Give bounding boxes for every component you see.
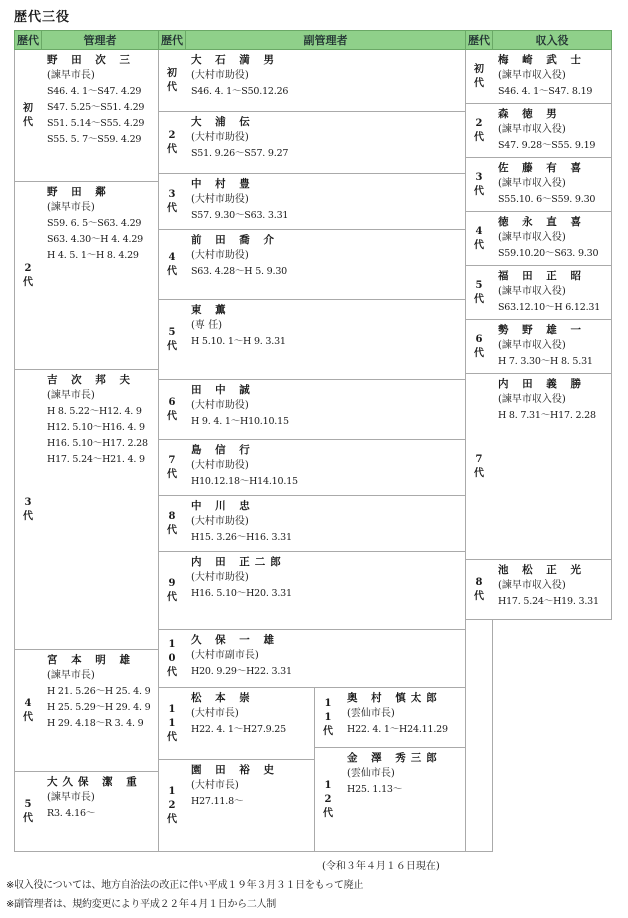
officer-name: 池 松 正 光: [498, 564, 586, 576]
generation-label: 4代: [167, 251, 177, 277]
term-of-office: H 5.10. 1〜H 9. 3.31: [191, 336, 286, 347]
generation-label: 5代: [474, 279, 484, 305]
generation-label: 5代: [167, 326, 177, 352]
generation-label: 11代: [167, 703, 177, 743]
officer-name: 中 川 忠: [191, 500, 255, 512]
officer-role: (大村市助役): [191, 400, 249, 411]
term-of-office: H16. 5.10〜H20. 3.31: [191, 588, 292, 599]
generation-cell: [158, 552, 186, 630]
officer-role: (大村市助役): [191, 132, 249, 143]
generation-label: 初代: [167, 67, 177, 93]
officer-name: 島 信 行: [191, 444, 255, 456]
term-of-office: H20. 9.29〜H22. 3.31: [191, 666, 292, 677]
generation-label: 7代: [167, 454, 177, 480]
term-of-office: H27.11.8〜: [191, 796, 244, 807]
generation-label: 初代: [23, 102, 33, 128]
officer-role: (大村市副市長): [191, 650, 259, 661]
term-of-office: H17. 5.24〜H21. 4. 9: [47, 454, 145, 465]
generation-label: 6代: [167, 396, 177, 422]
officer-role: (諫早市収入役): [498, 580, 566, 591]
officer-name: 内 田 正二郎: [191, 556, 286, 568]
officer-cell: [185, 496, 466, 552]
generation-label: 7代: [474, 453, 484, 479]
term-of-office: H22. 4. 1〜H27.9.25: [191, 724, 286, 735]
term-of-office: H 8. 7.31〜H17. 2.28: [498, 410, 596, 421]
generation-cell: [314, 748, 342, 852]
as-of-date: (令和３年４月１６日現在): [322, 861, 440, 872]
generation-cell: [158, 112, 186, 174]
officer-name: 園 田 裕 史: [191, 764, 279, 776]
generation-label: 初代: [474, 63, 484, 89]
header-gen-manager: 歴代: [14, 30, 42, 50]
officer-role: (諫早市収入役): [498, 124, 566, 135]
officer-name: 吉 次 邦 夫: [47, 374, 135, 386]
generation-label: 2代: [167, 129, 177, 155]
term-of-office: H 25. 5.29〜H 29. 4. 9: [47, 702, 151, 713]
generation-label: 4代: [474, 225, 484, 251]
term-of-office: S57. 9.30〜S63. 3.31: [191, 210, 289, 221]
officer-cell: [41, 50, 159, 182]
term-of-office: H 7. 3.30〜H 8. 5.31: [498, 356, 593, 367]
officer-name: 宮 本 明 雄: [47, 654, 135, 666]
term-of-office: S46. 4. 1〜S50.12.26: [191, 86, 289, 97]
generation-label: 2代: [23, 262, 33, 288]
officer-role: (大村市助役): [191, 70, 249, 81]
term-of-office: H15. 3.26〜H16. 3.31: [191, 532, 292, 543]
officer-name: 佐 藤 有 喜: [498, 162, 586, 174]
officer-name: 中 村 豊: [191, 178, 255, 190]
term-of-office: S47. 5.25〜S51. 4.29: [47, 102, 145, 113]
generation-cell: [158, 630, 186, 688]
officer-role: (諫早市収入役): [498, 70, 566, 81]
header-treasurer: 収入役: [492, 30, 612, 50]
officer-name: 金 澤 秀三郎: [347, 752, 442, 764]
term-of-office: S63. 4.30〜H 4. 4.29: [47, 234, 144, 245]
officer-name: 森 徳 男: [498, 108, 562, 120]
generation-label: 11代: [323, 697, 333, 737]
officer-cell: [185, 552, 466, 630]
term-of-office: H10.12.18〜H14.10.15: [191, 476, 298, 487]
officer-cell: [185, 760, 315, 852]
term-of-office: H 29. 4.18〜R 3. 4. 9: [47, 718, 144, 729]
header-vice-manager: 副管理者: [185, 30, 466, 50]
generation-cell: [465, 374, 493, 560]
officer-cell: [185, 300, 466, 380]
officer-role: (諫早市収入役): [498, 340, 566, 351]
term-of-office: S63. 4.28〜H 5. 9.30: [191, 266, 288, 277]
generation-cell: [14, 772, 42, 852]
generation-cell: [14, 650, 42, 772]
term-of-office: S46. 4. 1〜S47. 4.29: [47, 86, 142, 97]
generation-cell: [158, 300, 186, 380]
officer-cell: [41, 370, 159, 650]
officer-cell: [185, 112, 466, 174]
officer-name: 東 薫: [191, 304, 231, 316]
officer-role: (諫早市収入役): [498, 394, 566, 405]
generation-label: 3代: [23, 496, 33, 522]
officer-name: 久 保 一 雄: [191, 634, 279, 646]
header-gen-treasurer: 歴代: [465, 30, 493, 50]
officer-name: 奥 村 慎太郎: [347, 692, 442, 704]
officer-role: (大村市助役): [191, 516, 249, 527]
officer-cell: [185, 230, 466, 300]
officer-role: (大村市長): [191, 780, 239, 791]
officer-name: 福 田 正 昭: [498, 270, 586, 282]
officer-cell: [185, 688, 315, 760]
term-of-office: H22. 4. 1〜H24.11.29: [347, 724, 448, 735]
officer-name: 内 田 義 勝: [498, 378, 586, 390]
generation-cell: [465, 158, 493, 212]
officer-role: (大村市長): [191, 708, 239, 719]
generation-cell: [465, 560, 493, 620]
officer-role: (諫早市長): [47, 670, 95, 681]
generation-cell: [158, 230, 186, 300]
officer-cell: [492, 212, 612, 266]
term-of-office: S63.12.10〜H 6.12.31: [498, 302, 601, 313]
officer-name: 田 中 誠: [191, 384, 255, 396]
generation-label: 5代: [23, 798, 33, 824]
officer-name: 野 田 次 三: [47, 54, 135, 66]
generation-cell: [465, 266, 493, 320]
term-of-office: S59. 6. 5〜S63. 4.29: [47, 218, 142, 229]
generation-cell: [465, 212, 493, 266]
officer-role: (大村市助役): [191, 194, 249, 205]
officer-name: 大 石 満 男: [191, 54, 279, 66]
officer-cell: [492, 374, 612, 560]
officer-cell: [341, 688, 466, 748]
officer-role: (諫早市収入役): [498, 286, 566, 297]
officer-name: 前 田 喬 介: [191, 234, 279, 246]
officer-cell: [41, 772, 159, 852]
generation-cell: [158, 380, 186, 440]
generation-label: 4代: [23, 697, 33, 723]
generation-cell: [465, 50, 493, 104]
term-of-office: S59.10.20〜S63. 9.30: [498, 248, 599, 259]
term-of-office: H 21. 5.26〜H 25. 4. 9: [47, 686, 151, 697]
generation-label: 6代: [474, 333, 484, 359]
term-of-office: H25. 1.13〜: [347, 784, 403, 795]
generation-label: 8代: [167, 510, 177, 536]
header-manager: 管理者: [41, 30, 159, 50]
officer-role: (専 任): [191, 320, 222, 331]
officer-role: (雲仙市長): [347, 768, 395, 779]
officer-role: (諫早市長): [47, 202, 95, 213]
generation-cell: [158, 174, 186, 230]
officer-name: 梅 崎 武 士: [498, 54, 586, 66]
note-vice-two-person: ※副管理者は、規約変更により平成２２年４月１日から二人制: [6, 899, 276, 910]
term-of-office: S55. 5. 7〜S59. 4.29: [47, 134, 142, 145]
generation-cell: [465, 320, 493, 374]
officer-cell: [185, 50, 466, 112]
term-of-office: S46. 4. 1〜S47. 8.19: [498, 86, 593, 97]
officer-cell: [492, 158, 612, 212]
generation-cell: [14, 182, 42, 370]
generation-label: 2代: [474, 117, 484, 143]
term-of-office: S51. 9.26〜S57. 9.27: [191, 148, 289, 159]
empty-generation-cell: [465, 620, 493, 852]
header-gen-vice: 歴代: [158, 30, 186, 50]
generation-cell: [158, 496, 186, 552]
term-of-office: H12. 5.10〜H16. 4. 9: [47, 422, 145, 433]
officer-role: (雲仙市長): [347, 708, 395, 719]
generation-label: 3代: [474, 171, 484, 197]
term-of-office: S55.10. 6〜S59. 9.30: [498, 194, 596, 205]
officer-cell: [185, 440, 466, 496]
officer-role: (諫早市収入役): [498, 232, 566, 243]
officer-cell: [41, 650, 159, 772]
officer-cell: [492, 104, 612, 158]
officer-cell: [185, 630, 466, 688]
term-of-office: S47. 9.28〜S55. 9.19: [498, 140, 596, 151]
term-of-office: R3. 4.16〜: [47, 808, 96, 819]
officer-cell: [41, 182, 159, 370]
officer-name: 野 田 鄰: [47, 186, 111, 198]
term-of-office: H 8. 5.22〜H12. 4. 9: [47, 406, 142, 417]
officer-role: (諫早市長): [47, 70, 95, 81]
officer-role: (諫早市長): [47, 390, 95, 401]
generation-label: 8代: [474, 576, 484, 602]
generation-label: 3代: [167, 188, 177, 214]
generation-cell: [158, 760, 186, 852]
generation-cell: [465, 104, 493, 158]
generation-label: 12代: [323, 779, 333, 819]
officer-name: 大 浦 伝: [191, 116, 255, 128]
officer-cell: [185, 380, 466, 440]
officer-cell: [185, 174, 466, 230]
generation-cell: [14, 370, 42, 650]
term-of-office: H 4. 5. 1〜H 8. 4.29: [47, 250, 139, 261]
officer-role: (諫早市収入役): [498, 178, 566, 189]
page-title: 歴代三役: [14, 10, 71, 25]
generation-cell: [158, 440, 186, 496]
generation-label: 12代: [167, 785, 177, 825]
term-of-office: H 9. 4. 1〜H10.10.15: [191, 416, 289, 427]
officer-cell: [492, 50, 612, 104]
generation-cell: [158, 688, 186, 760]
officer-role: (大村市助役): [191, 572, 249, 583]
term-of-office: H16. 5.10〜H17. 2.28: [47, 438, 148, 449]
generation-label: 10代: [167, 638, 177, 678]
term-of-office: H17. 5.24〜H19. 3.31: [498, 596, 599, 607]
officer-role: (大村市助役): [191, 460, 249, 471]
term-of-office: S51. 5.14〜S55. 4.29: [47, 118, 145, 129]
note-treasurer-abolished: ※収入役については、地方自治法の改正に伴い平成１９年３月３１日をもって廃止: [6, 880, 364, 891]
generation-cell: [158, 50, 186, 112]
officer-cell: [492, 320, 612, 374]
officer-role: (大村市助役): [191, 250, 249, 261]
generation-cell: [14, 50, 42, 182]
officer-name: 徳 永 直 喜: [498, 216, 586, 228]
officer-name: 松 本 崇: [191, 692, 255, 704]
officer-cell: [341, 748, 466, 852]
generation-label: 9代: [167, 577, 177, 603]
officer-cell: [492, 266, 612, 320]
officer-name: 勢 野 雄 一: [498, 324, 586, 336]
officer-role: (諫早市長): [47, 792, 95, 803]
officer-name: 大久保 潔 重: [47, 776, 142, 788]
generation-cell: [314, 688, 342, 748]
officer-cell: [492, 560, 612, 620]
